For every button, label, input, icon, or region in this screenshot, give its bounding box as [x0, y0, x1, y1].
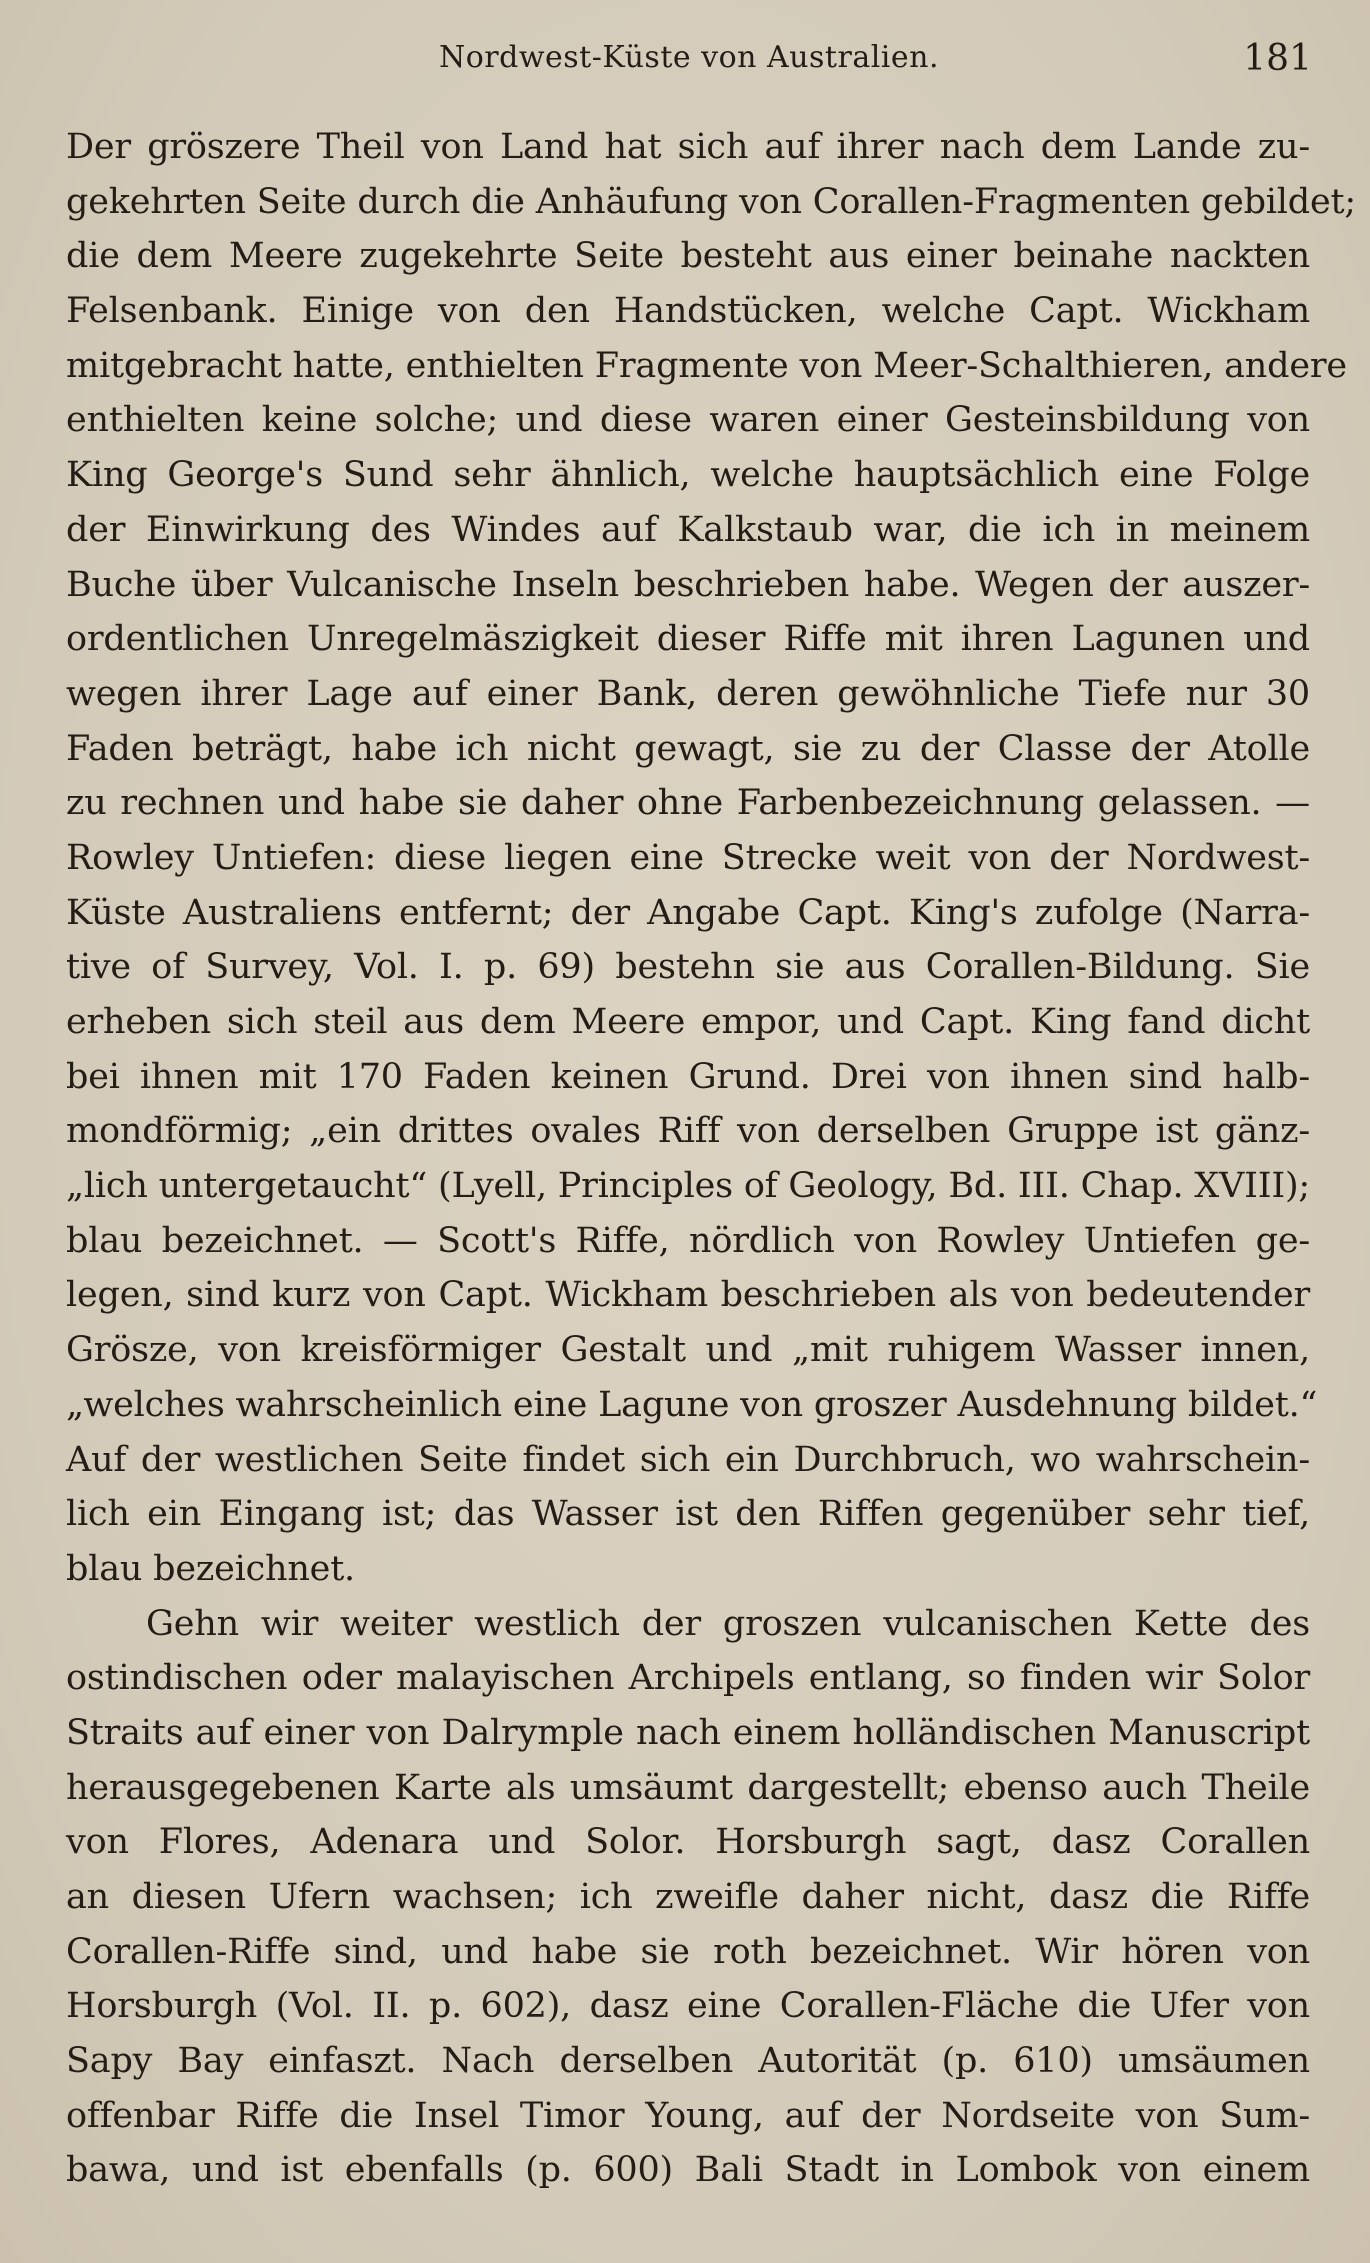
text-line: blau bezeichnet. — Scott's Riffe, nördlich von Rowley Untiefen ge-	[66, 1220, 1310, 1261]
text-line: mitgebracht hatte, enthielten Fragmente von Meer-Schalthieren, andere	[66, 345, 1347, 386]
text-line: Küste Australiens entfernt; der Angabe Capt. King's zufolge (Narra-	[66, 892, 1310, 933]
text-line: Der gröszere Theil von Land hat sich auf ihrer nach dem Lande zu-	[66, 127, 1310, 167]
text-line: Straits auf einer von Dalrymple nach einem holländischen Manuscript	[66, 1712, 1310, 1753]
text-line: an diesen Ufern wachsen; ich zweifle daher nicht, dasz die Riffe	[66, 1877, 1310, 1917]
text-line: lich ein Eingang ist; das Wasser ist den Riffen gegenüber sehr tief,	[66, 1494, 1310, 1535]
text-line: Buche über Vulcanische Inseln beschrieben habe. Wegen der auszer-	[66, 564, 1310, 605]
text-line: die dem Meere zugekehrte Seite besteht aus einer beinahe nackten	[66, 236, 1310, 277]
text-line: bei ihnen mit 170 Faden keinen Grund. Drei von ihnen sind halb-	[66, 1056, 1310, 1097]
text-line: legen, sind kurz von Capt. Wickham beschrieben als von bedeutender	[66, 1275, 1310, 1316]
text-line: Auf der westlichen Seite findet sich ein Durchbruch, wo wahrschein-	[66, 1439, 1310, 1480]
text-line: bawa, und ist ebenfalls (p. 600) Bali Stadt in Lombok von einem	[66, 2150, 1310, 2191]
text-line: Grösze, von kreisförmiger Gestalt und „mit ruhigem Wasser innen,	[66, 1330, 1310, 1371]
text-line: ordentlichen Unregelmäszigkeit dieser Riffe mit ihren Lagunen und	[66, 619, 1310, 660]
text-line: wegen ihrer Lage auf einer Bank, deren gewöhnliche Tiefe nur 30	[66, 673, 1310, 714]
text-line: enthielten keine solche; und diese waren einer Gesteinsbildung von	[66, 400, 1310, 441]
body-text	[66, 120, 1356, 2198]
text-line: der Einwirkung des Windes auf Kalkstaub war, die ich in meinem	[66, 509, 1310, 550]
text-line: blau bezeichnet.	[66, 1548, 355, 1589]
text-line: zu rechnen und habe sie daher ohne Farbenbezeichnung gelassen. —	[66, 783, 1310, 824]
text-line: Rowley Untiefen: diese liegen eine Strecke weit von der Nordwest-	[66, 837, 1310, 878]
text-line: Faden beträgt, habe ich nicht gewagt, sie zu der Classe der Atolle	[66, 728, 1310, 769]
text-line: Gehn wir weiter westlich der groszen vulcanischen Kette des	[146, 1603, 1310, 1644]
text-line: „welches wahrscheinlich eine Lagune von groszer Ausdehnung bildet.“	[66, 1384, 1318, 1425]
text-line: Horsburgh (Vol. II. p. 602), dasz eine Corallen-Fläche die Ufer von	[66, 1986, 1310, 2027]
text-line: tive of Survey, Vol. I. p. 69) bestehn sie aus Corallen-Bildung. Sie	[66, 947, 1310, 988]
text-line: ostindischen oder malayischen Archipels entlang, so finden wir Solor	[66, 1658, 1310, 1699]
text-line: Sapy Bay einfaszt. Nach derselben Autorität (p. 610) umsäumen	[66, 2041, 1310, 2082]
running-title: Nordwest-Küste von Australien.	[438, 40, 940, 75]
text-line: mondförmig; „ein drittes ovales Riff von derselben Gruppe ist gänz-	[66, 1111, 1310, 1152]
running-head	[66, 40, 1312, 80]
text-line: „lich untergetaucht“ (Lyell, Principles of Geology, Bd. III. Chap. XVIII);	[66, 1166, 1311, 1207]
text-line: gekehrten Seite durch die Anhäufung von Corallen-Fragmenten gebildet;	[66, 181, 1356, 222]
text-line: herausgegebenen Karte als umsäumt dargestellt; ebenso auch Theile	[66, 1767, 1310, 1808]
page-number: 181	[1243, 38, 1312, 79]
text-line: erheben sich steil aus dem Meere empor, und Capt. King fand dicht	[66, 1002, 1310, 1042]
text-line: Felsenbank. Einige von den Handstücken, welche Capt. Wickham	[66, 291, 1310, 332]
text-line: King George's Sund sehr ähnlich, welche hauptsächlich eine Folge	[66, 455, 1310, 496]
text-line: offenbar Riffe die Insel Timor Young, auf der Nordseite von Sum-	[66, 2095, 1310, 2136]
text-line: Corallen-Riffe sind, und habe sie roth bezeichnet. Wir hören von	[66, 1931, 1310, 1972]
text-line: von Flores, Adenara und Solor. Horsburgh sagt, dasz Corallen	[66, 1822, 1310, 1863]
